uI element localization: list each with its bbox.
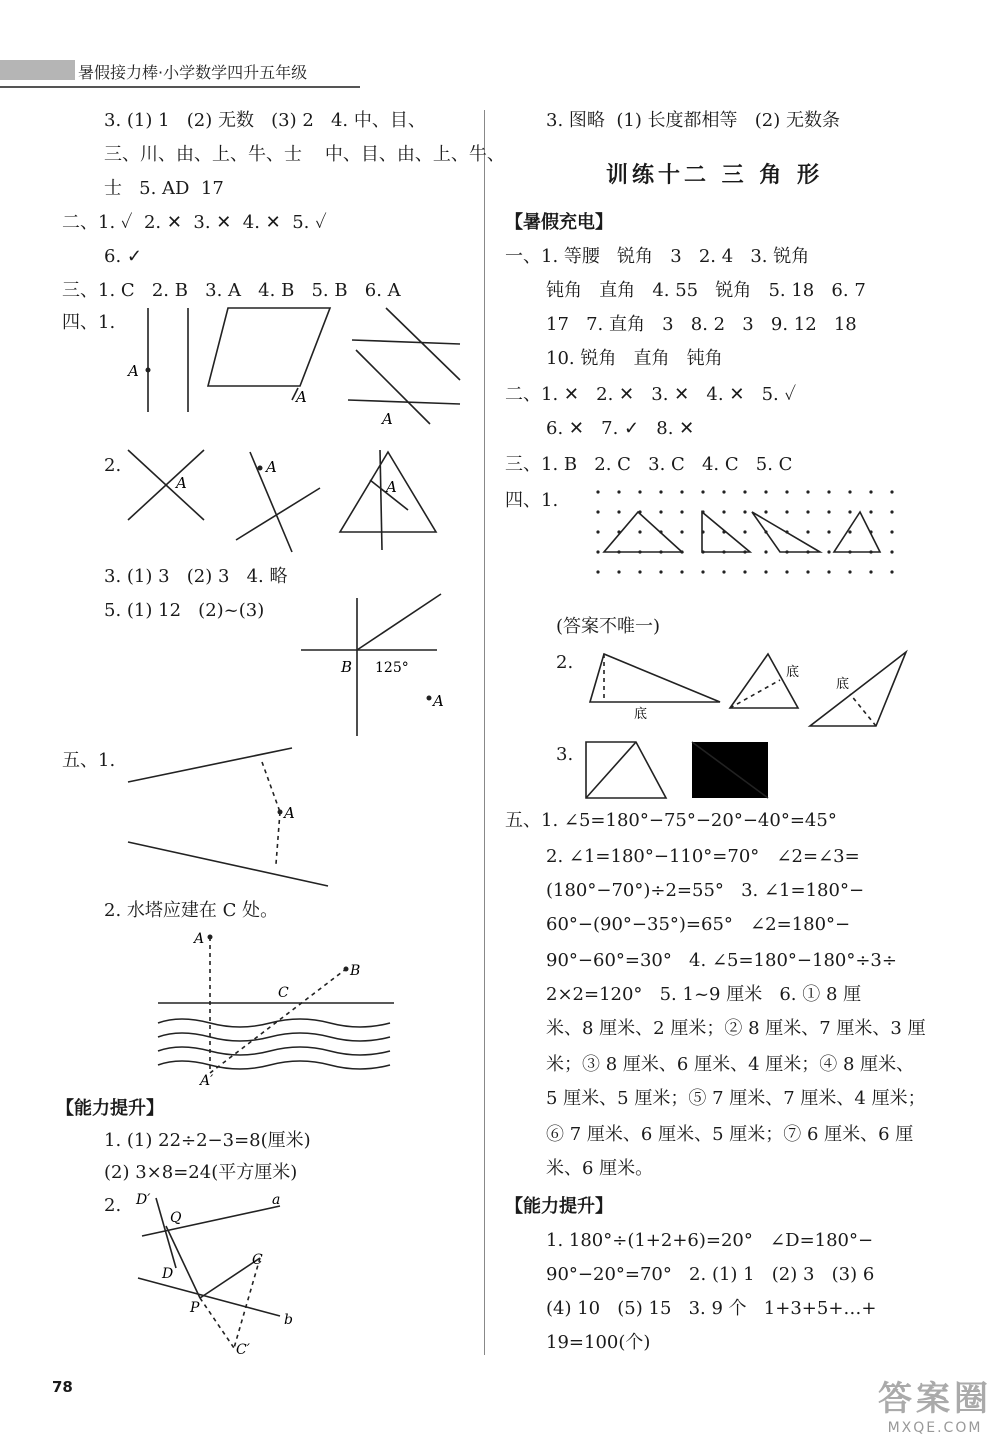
- svg-text:A: A: [296, 388, 307, 406]
- grid-dot: [617, 510, 620, 513]
- left-line-15: (2) 3×8=24(平方厘米): [104, 1162, 298, 1183]
- svg-text:D: D: [162, 1266, 174, 1282]
- left-line-6: 三、1. C 2. B 3. A 4. B 5. B 6. A: [62, 280, 401, 301]
- page-number: 78: [52, 1378, 73, 1396]
- grid-dot: [827, 550, 830, 553]
- svg-text:D′: D′: [136, 1192, 151, 1208]
- right-section-summer: 【暑假充电】: [505, 212, 613, 233]
- section-title: 训练十二 三 角 形: [606, 163, 823, 188]
- grid-dot: [848, 510, 851, 513]
- grid-dot: [890, 550, 893, 553]
- grid-dot: [806, 490, 809, 493]
- grid-dot: [659, 510, 662, 513]
- grid-dot: [827, 570, 830, 573]
- svg-text:A′: A′: [200, 1073, 214, 1089]
- watermark-url: MXQE.COM: [887, 1420, 983, 1436]
- svg-text:a: a: [272, 1192, 281, 1208]
- grid-dot: [596, 570, 599, 573]
- svg-text:A: A: [284, 804, 295, 822]
- right-line-26: 1. 180°÷(1+2+6)=20° ∠D=180°−: [546, 1230, 874, 1251]
- right-line-19: 2×2=120° 5. 1~9 厘米 6. ① 8 厘: [546, 984, 862, 1005]
- svg-text:A: A: [433, 692, 444, 710]
- figure-shortest-path: [130, 1188, 310, 1358]
- svg-text:A: A: [176, 474, 187, 492]
- figure-distance-A: [120, 740, 340, 900]
- grid-dot: [596, 510, 599, 513]
- svg-text:Q: Q: [170, 1210, 182, 1226]
- left-line-9: 3. (1) 3 (2) 3 4. 略: [104, 566, 288, 587]
- figure-dot-grid-triangles: [590, 484, 920, 604]
- figure-water-tower: [150, 925, 410, 1095]
- grid-dot: [785, 490, 788, 493]
- header-bar: [0, 60, 75, 80]
- right-line-14: 五、1. ∠5=180°−75°−20°−40°=45°: [505, 810, 837, 831]
- grid-dot: [848, 530, 851, 533]
- grid-dot: [806, 530, 809, 533]
- grid-dot: [680, 530, 683, 533]
- left-line-10: 5. (1) 12 (2)~(3): [104, 600, 265, 621]
- grid-dot: [743, 490, 746, 493]
- grid-dot: [848, 490, 851, 493]
- left-line-4: 二、1. ✓ 2. ✕ 3. ✕ 4. ✕ 5. ✓: [62, 212, 327, 233]
- right-line-28: (4) 10 (5) 15 3. 9 个 1+3+5+…+: [546, 1298, 877, 1319]
- left-line-12: 2. 水塔应建在 C 处。: [104, 900, 279, 921]
- svg-text:B: B: [350, 963, 361, 979]
- svg-text:125°: 125°: [375, 660, 409, 676]
- svg-text:A: A: [382, 410, 393, 428]
- right-line-21: 米；③ 8 厘米、6 厘米、4 厘米；④ 8 厘米、: [546, 1054, 915, 1075]
- column-divider: [484, 110, 485, 1355]
- grid-dot: [596, 530, 599, 533]
- grid-dot: [869, 570, 872, 573]
- figure-perpendiculars: [120, 440, 450, 560]
- svg-text:A: A: [386, 478, 397, 496]
- grid-dot: [785, 510, 788, 513]
- right-line-12: 2.: [556, 652, 574, 673]
- right-line-5: 17 7. 直角 3 8. 2 3 9. 12 18: [546, 314, 857, 335]
- grid-dot: [659, 570, 662, 573]
- left-line-2: 三、川、由、上、牛、士 中、目、由、上、牛、: [104, 144, 505, 165]
- right-line-27: 90°−20°=70° 2. (1) 1 (2) 3 (3) 6: [546, 1264, 875, 1285]
- right-line-9: 三、1. B 2. C 3. C 4. C 5. C: [505, 454, 793, 475]
- grid-dot: [680, 490, 683, 493]
- right-line-29: 19=100(个): [546, 1332, 651, 1353]
- svg-text:C: C: [252, 1252, 263, 1268]
- right-line-17: 60°−(90°−35°)=65° ∠2=180°−: [546, 914, 851, 935]
- header-title: 暑假接力棒·小学数学四升五年级: [78, 63, 308, 82]
- left-line-11: 五、1.: [62, 750, 116, 771]
- watermark: [878, 1371, 992, 1436]
- left-line-16: 2.: [104, 1195, 122, 1216]
- svg-text:A: A: [194, 931, 205, 947]
- grid-dot: [743, 570, 746, 573]
- left-line-8: 2.: [104, 455, 122, 476]
- grid-dot: [890, 490, 893, 493]
- grid-dot: [596, 550, 599, 553]
- right-line-23: ⑥ 7 厘米、6 厘米、5 厘米；⑦ 6 厘米、6 厘: [546, 1124, 914, 1145]
- svg-text:b: b: [284, 1312, 293, 1328]
- left-line-5: 6. ✓: [104, 246, 142, 267]
- grid-dot: [638, 530, 641, 533]
- grid-dot: [617, 490, 620, 493]
- right-line-13: 3.: [556, 744, 574, 765]
- grid-dot: [827, 530, 830, 533]
- svg-text:A: A: [266, 458, 277, 476]
- grid-dot: [806, 510, 809, 513]
- grid-dot: [764, 550, 767, 553]
- svg-text:C′: C′: [236, 1342, 250, 1358]
- grid-dot: [743, 510, 746, 513]
- label-A: A: [128, 362, 139, 380]
- right-line-7: 二、1. ✕ 2. ✕ 3. ✕ 4. ✕ 5. ✓: [505, 384, 797, 405]
- right-note: (答案不唯一): [556, 616, 661, 637]
- grid-dot: [827, 510, 830, 513]
- grid-dot: [764, 510, 767, 513]
- grid-dot: [659, 490, 662, 493]
- grid-dot: [680, 510, 683, 513]
- right-section-ability: 【能力提升】: [505, 1196, 613, 1217]
- grid-dot: [638, 490, 641, 493]
- grid-dot: [890, 510, 893, 513]
- right-line-20: 米、8 厘米、2 厘米；② 8 厘米、7 厘米、3 厘: [546, 1018, 926, 1039]
- figure-dividing-shapes: [580, 736, 780, 806]
- watermark-main: 答案圈: [878, 1379, 992, 1419]
- right-line-3: 一、1. 等腰 锐角 3 2. 4 3. 锐角: [505, 246, 810, 267]
- right-line-18: 90°−60°=30° 4. ∠5=180°−180°÷3÷: [546, 950, 897, 971]
- grid-dot: [701, 490, 704, 493]
- svg-text:B: B: [341, 658, 353, 676]
- right-line-1: 3. 图略 (1) 长度都相等 (2) 无数条: [546, 110, 840, 131]
- svg-text:底: 底: [786, 665, 800, 680]
- right-line-10: 四、1.: [505, 490, 559, 511]
- grid-dot: [827, 490, 830, 493]
- left-line-3: 士 5. AD 17: [104, 178, 224, 199]
- right-line-15: 2. ∠1=180°−110°=70° ∠2=∠3=: [546, 846, 860, 867]
- grid-dot: [848, 570, 851, 573]
- grid-dot: [890, 530, 893, 533]
- right-line-24: 米、6 厘米。: [546, 1158, 654, 1179]
- grid-dot: [869, 490, 872, 493]
- svg-text:底: 底: [836, 677, 850, 692]
- grid-dot: [722, 490, 725, 493]
- grid-dot: [701, 570, 704, 573]
- grid-dot: [785, 570, 788, 573]
- grid-dot: [638, 570, 641, 573]
- grid-dot: [743, 530, 746, 533]
- right-line-8: 6. ✕ 7. ✓ 8. ✕: [546, 418, 695, 439]
- svg-text:C: C: [278, 985, 289, 1001]
- right-line-6: 10. 锐角 直角 钝角: [546, 348, 723, 369]
- grid-dot: [722, 570, 725, 573]
- grid-dot: [890, 570, 893, 573]
- svg-text:底: 底: [634, 707, 648, 722]
- grid-dot: [764, 490, 767, 493]
- right-line-22: 5 厘米、5 厘米；⑤ 7 厘米、7 厘米、4 厘米；: [546, 1088, 926, 1109]
- grid-dot: [596, 490, 599, 493]
- grid-dot: [806, 570, 809, 573]
- left-line-14: 1. (1) 22÷2−3=8(厘米): [104, 1130, 311, 1151]
- right-line-16: (180°−70°)÷2=55° 3. ∠1=180°−: [546, 880, 865, 901]
- grid-dot: [869, 510, 872, 513]
- right-line-4: 钝角 直角 4. 55 锐角 5. 18 6. 7: [546, 280, 866, 301]
- figure-parallel-lines: [120, 300, 480, 440]
- grid-dot: [617, 570, 620, 573]
- left-line-7: 四、1.: [62, 312, 116, 333]
- header-rule: [0, 86, 360, 88]
- grid-dot: [722, 510, 725, 513]
- grid-dot: [764, 570, 767, 573]
- left-section-ability: 【能力提升】: [56, 1098, 164, 1119]
- grid-dot: [680, 570, 683, 573]
- figure-heights: [580, 646, 920, 726]
- figure-angle-125: [295, 590, 455, 740]
- left-line-1: 3. (1) 1 (2) 无数 (3) 2 4. 中、目、: [104, 110, 426, 131]
- svg-text:P: P: [190, 1300, 200, 1316]
